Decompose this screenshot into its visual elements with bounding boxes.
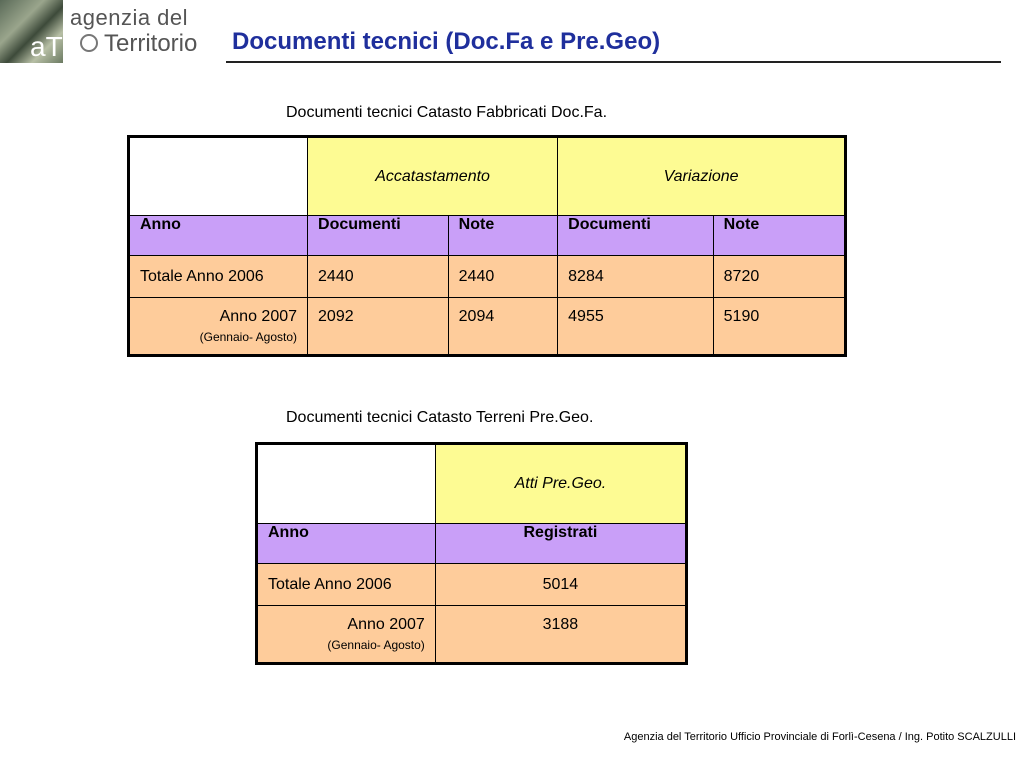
logo-line2-wrap <box>70 30 197 58</box>
column-header-row <box>129 216 846 256</box>
table-corner-cell <box>129 137 308 216</box>
table2-caption: Documenti tecnici Catasto Terreni Pre.Geo. <box>286 409 594 426</box>
row-label-cell <box>129 298 308 356</box>
logo-mark: aT <box>30 31 63 62</box>
table-row <box>129 298 846 356</box>
pregeo-table <box>255 442 688 665</box>
table-cell: 3188 <box>435 606 686 664</box>
row-sublabel: (Gennaio- Agosto) <box>327 638 425 652</box>
table-cell: 5190 <box>713 298 845 356</box>
column-header: Registrati <box>435 524 686 564</box>
logo-text <box>70 6 197 58</box>
title-divider <box>226 61 1001 63</box>
table-cell: 2440 <box>448 256 558 298</box>
column-header: Anno <box>129 216 308 256</box>
table-row <box>129 256 846 298</box>
column-header: Documenti <box>558 216 714 256</box>
page-title: Documenti tecnici (Doc.Fa e Pre.Geo) <box>232 28 661 55</box>
table1-caption: Documenti tecnici Catasto Fabbricati Doc.Fa. <box>286 104 608 121</box>
row-label-cell <box>257 606 436 664</box>
docfa-table <box>127 135 847 357</box>
table-row <box>257 564 687 606</box>
table-corner-cell <box>257 444 436 524</box>
seal-icon <box>80 34 98 52</box>
logo-image <box>0 0 63 63</box>
table-cell: 2092 <box>308 298 449 356</box>
column-header: Documenti <box>308 216 449 256</box>
row-label: Totale Anno 2006 <box>257 564 436 606</box>
group-header-variazione: Variazione <box>558 137 846 216</box>
table-cell: 2094 <box>448 298 558 356</box>
row-label: Anno 2007 <box>347 616 425 633</box>
table-cell: 4955 <box>558 298 714 356</box>
table-cell: 8284 <box>558 256 714 298</box>
footer-text: Agenzia del Territorio Ufficio Provinciale di Forlì-Cesena / Ing. Potito SCALZULLI <box>623 731 1016 743</box>
table-cell: 8720 <box>713 256 845 298</box>
row-sublabel: (Gennaio- Agosto) <box>199 330 298 344</box>
logo-line1: agenzia del <box>70 5 189 30</box>
table-row <box>257 606 687 664</box>
column-header: Anno <box>257 524 436 564</box>
group-header-accatastamento: Accatastamento <box>308 137 558 216</box>
row-label: Totale Anno 2006 <box>129 256 308 298</box>
column-header: Note <box>448 216 558 256</box>
column-header-row <box>257 524 687 564</box>
row-label: Anno 2007 <box>219 308 298 325</box>
table-cell: 2440 <box>308 256 449 298</box>
table-header-row <box>129 137 846 216</box>
logo-line2: Territorio <box>104 30 198 57</box>
group-header-atti-pregeo: Atti Pre.Geo. <box>435 444 686 524</box>
table-header-row <box>257 444 687 524</box>
table-cell: 5014 <box>435 564 686 606</box>
column-header: Note <box>713 216 845 256</box>
